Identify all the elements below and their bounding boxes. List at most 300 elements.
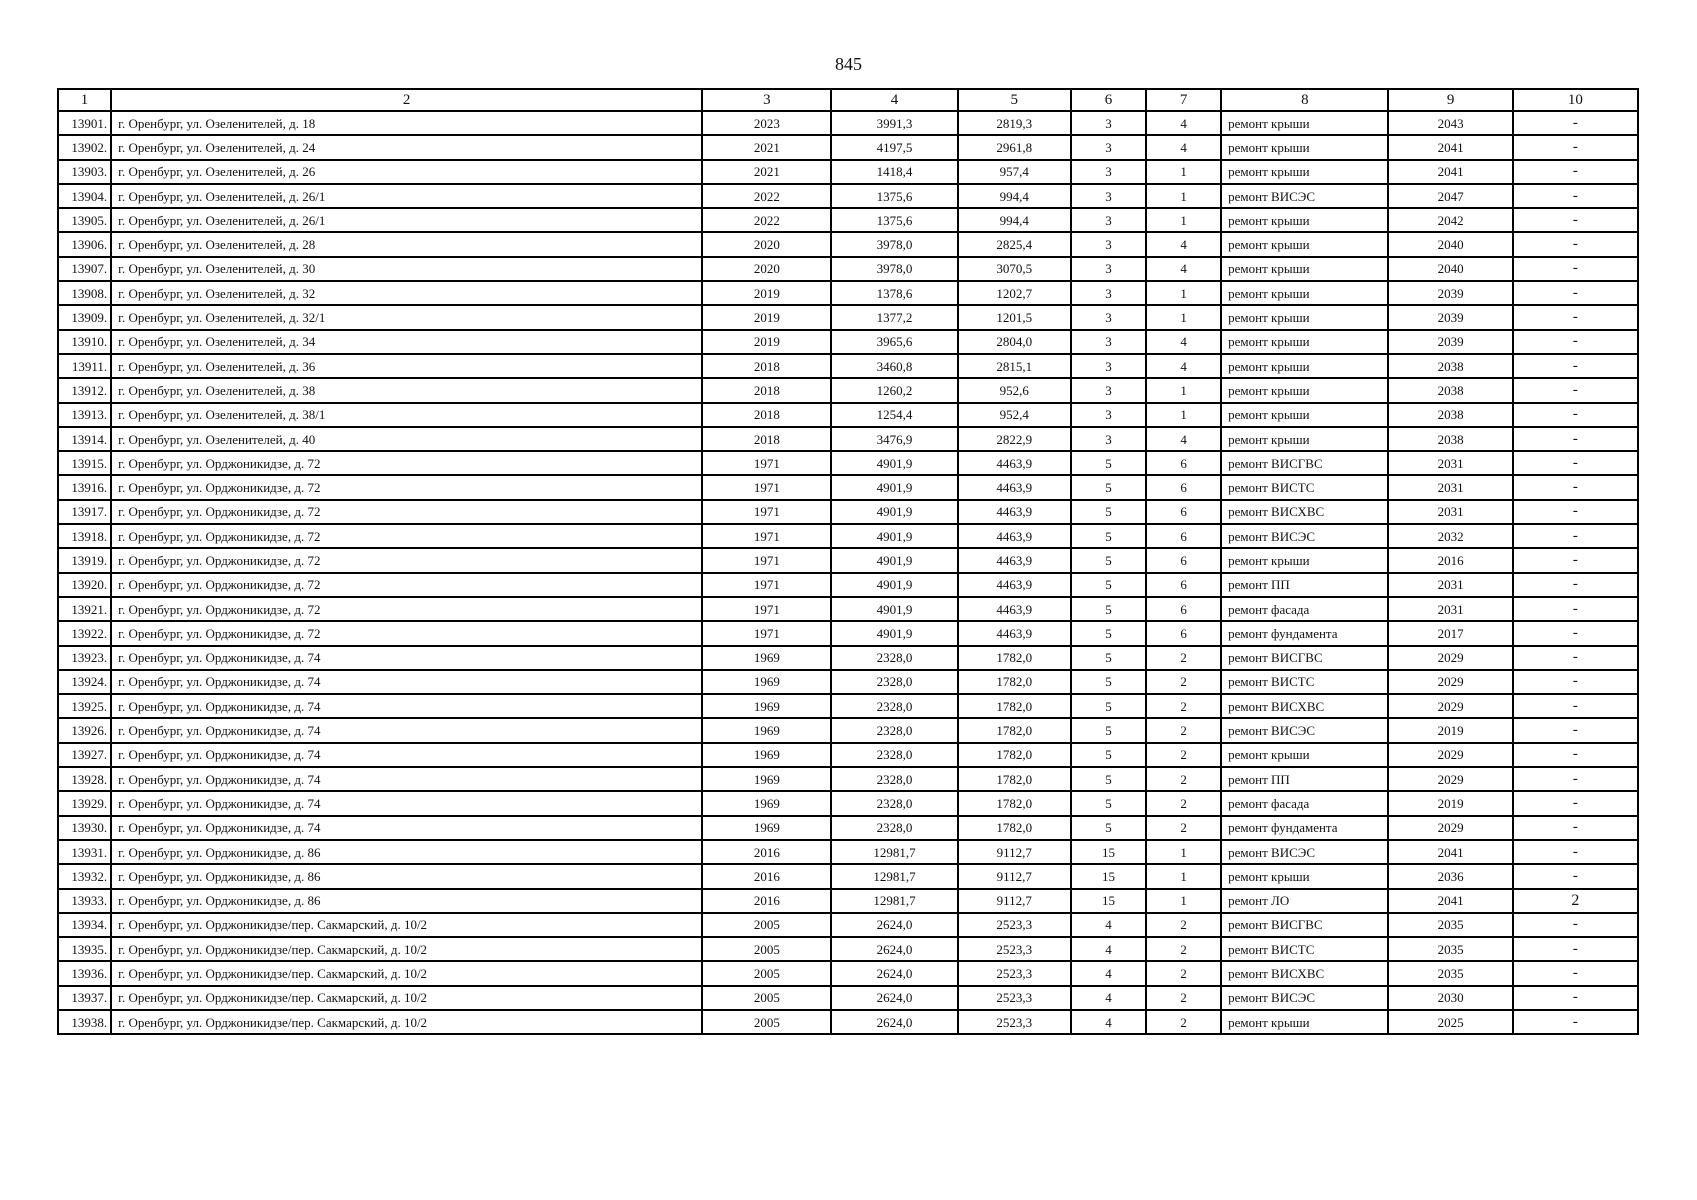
work-type-cell: ремонт ВИСЭС — [1221, 524, 1388, 548]
work-type-cell: ремонт ВИСЭС — [1221, 718, 1388, 742]
note-cell: - — [1513, 913, 1638, 937]
residential-area-cell: 4463,9 — [958, 597, 1071, 621]
entrances-cell: 2 — [1146, 743, 1221, 767]
planned-year-cell: 2031 — [1388, 573, 1512, 597]
note-cell: - — [1513, 257, 1638, 281]
address-cell: г. Оренбург, ул. Орджоникидзе, д. 74 — [111, 694, 702, 718]
address-cell: г. Оренбург, ул. Озеленителей, д. 38/1 — [111, 403, 702, 427]
address-cell: г. Оренбург, ул. Орджоникидзе/пер. Сакмарский, д. 10/2 — [111, 1010, 702, 1034]
planned-year-cell: 2038 — [1388, 403, 1512, 427]
table-row — [58, 694, 1638, 718]
address-cell: г. Оренбург, ул. Орджоникидзе/пер. Сакмарский, д. 10/2 — [111, 913, 702, 937]
total-area-cell: 4901,9 — [831, 451, 957, 475]
note-cell: - — [1513, 330, 1638, 354]
commission-year-cell: 1971 — [702, 524, 831, 548]
note-cell: - — [1513, 305, 1638, 329]
row-number-cell: 13912. — [58, 378, 111, 402]
note-cell: - — [1513, 524, 1638, 548]
address-cell: г. Оренбург, ул. Орджоникидзе, д. 74 — [111, 743, 702, 767]
total-area-cell: 4901,9 — [831, 548, 957, 572]
note-cell: - — [1513, 937, 1638, 961]
total-area-cell: 3978,0 — [831, 232, 957, 256]
residential-area-cell: 4463,9 — [958, 500, 1071, 524]
table-row — [58, 378, 1638, 402]
row-number-cell: 13908. — [58, 281, 111, 305]
floors-cell: 15 — [1071, 840, 1146, 864]
work-type-cell: ремонт крыши — [1221, 403, 1388, 427]
work-type-cell: ремонт крыши — [1221, 1010, 1388, 1034]
row-number-cell: 13938. — [58, 1010, 111, 1034]
planned-year-cell: 2036 — [1388, 864, 1512, 888]
planned-year-cell: 2039 — [1388, 281, 1512, 305]
address-cell: г. Оренбург, ул. Орджоникидзе/пер. Сакмарский, д. 10/2 — [111, 961, 702, 985]
residential-area-cell: 2961,8 — [958, 135, 1071, 159]
floors-cell: 5 — [1071, 524, 1146, 548]
address-cell: г. Оренбург, ул. Орджоникидзе, д. 74 — [111, 718, 702, 742]
work-type-cell: ремонт крыши — [1221, 160, 1388, 184]
total-area-cell: 2328,0 — [831, 767, 957, 791]
work-type-cell: ремонт ПП — [1221, 573, 1388, 597]
work-type-cell: ремонт крыши — [1221, 111, 1388, 135]
table-row — [58, 500, 1638, 524]
column-header: 7 — [1146, 89, 1221, 111]
floors-cell: 3 — [1071, 281, 1146, 305]
note-cell: - — [1513, 208, 1638, 232]
floors-cell: 3 — [1071, 427, 1146, 451]
row-number-cell: 13930. — [58, 816, 111, 840]
row-number-cell: 13916. — [58, 475, 111, 499]
entrances-cell: 2 — [1146, 816, 1221, 840]
planned-year-cell: 2039 — [1388, 305, 1512, 329]
entrances-cell: 6 — [1146, 573, 1221, 597]
planned-year-cell: 2029 — [1388, 670, 1512, 694]
table-row — [58, 670, 1638, 694]
entrances-cell: 6 — [1146, 451, 1221, 475]
address-cell: г. Оренбург, ул. Озеленителей, д. 32 — [111, 281, 702, 305]
address-cell: г. Оренбург, ул. Орджоникидзе, д. 86 — [111, 864, 702, 888]
row-number-cell: 13901. — [58, 111, 111, 135]
row-number-cell: 13926. — [58, 718, 111, 742]
entrances-cell: 2 — [1146, 670, 1221, 694]
work-type-cell: ремонт ВИСТС — [1221, 475, 1388, 499]
entrances-cell: 2 — [1146, 718, 1221, 742]
planned-year-cell: 2039 — [1388, 330, 1512, 354]
residential-area-cell: 1782,0 — [958, 670, 1071, 694]
total-area-cell: 4901,9 — [831, 500, 957, 524]
commission-year-cell: 1969 — [702, 816, 831, 840]
column-header: 4 — [831, 89, 957, 111]
address-cell: г. Оренбург, ул. Орджоникидзе/пер. Сакмарский, д. 10/2 — [111, 986, 702, 1010]
residential-area-cell: 4463,9 — [958, 451, 1071, 475]
table-row — [58, 961, 1638, 985]
entrances-cell: 1 — [1146, 864, 1221, 888]
work-type-cell: ремонт ЛО — [1221, 889, 1388, 913]
entrances-cell: 2 — [1146, 646, 1221, 670]
total-area-cell: 4901,9 — [831, 573, 957, 597]
residential-area-cell: 2804,0 — [958, 330, 1071, 354]
total-area-cell: 2328,0 — [831, 670, 957, 694]
entrances-cell: 1 — [1146, 889, 1221, 913]
planned-year-cell: 2031 — [1388, 475, 1512, 499]
floors-cell: 5 — [1071, 451, 1146, 475]
planned-year-cell: 2038 — [1388, 378, 1512, 402]
residential-area-cell: 2523,3 — [958, 961, 1071, 985]
work-type-cell: ремонт ВИСХВС — [1221, 694, 1388, 718]
row-number-cell: 13914. — [58, 427, 111, 451]
commission-year-cell: 1971 — [702, 621, 831, 645]
work-type-cell: ремонт ВИСЭС — [1221, 184, 1388, 208]
entrances-cell: 2 — [1146, 791, 1221, 815]
total-area-cell: 1378,6 — [831, 281, 957, 305]
note-cell: - — [1513, 1010, 1638, 1034]
residential-area-cell: 952,6 — [958, 378, 1071, 402]
floors-cell: 5 — [1071, 621, 1146, 645]
commission-year-cell: 2005 — [702, 1010, 831, 1034]
floors-cell: 5 — [1071, 500, 1146, 524]
entrances-cell: 1 — [1146, 840, 1221, 864]
column-header: 9 — [1388, 89, 1512, 111]
total-area-cell: 2624,0 — [831, 937, 957, 961]
floors-cell: 3 — [1071, 378, 1146, 402]
note-cell: - — [1513, 718, 1638, 742]
work-type-cell: ремонт крыши — [1221, 354, 1388, 378]
commission-year-cell: 2016 — [702, 840, 831, 864]
planned-year-cell: 2041 — [1388, 840, 1512, 864]
total-area-cell: 2328,0 — [831, 791, 957, 815]
floors-cell: 5 — [1071, 694, 1146, 718]
entrances-cell: 4 — [1146, 330, 1221, 354]
commission-year-cell: 2020 — [702, 232, 831, 256]
commission-year-cell: 1969 — [702, 694, 831, 718]
total-area-cell: 4901,9 — [831, 475, 957, 499]
commission-year-cell: 2021 — [702, 160, 831, 184]
work-type-cell: ремонт крыши — [1221, 305, 1388, 329]
entrances-cell: 2 — [1146, 986, 1221, 1010]
note-cell: - — [1513, 232, 1638, 256]
address-cell: г. Оренбург, ул. Орджоникидзе, д. 74 — [111, 816, 702, 840]
entrances-cell: 4 — [1146, 257, 1221, 281]
planned-year-cell: 2031 — [1388, 597, 1512, 621]
total-area-cell: 4901,9 — [831, 621, 957, 645]
residential-area-cell: 1782,0 — [958, 743, 1071, 767]
planned-year-cell: 2035 — [1388, 961, 1512, 985]
address-cell: г. Оренбург, ул. Озеленителей, д. 26 — [111, 160, 702, 184]
address-cell: г. Оренбург, ул. Орджоникидзе/пер. Сакмарский, д. 10/2 — [111, 937, 702, 961]
total-area-cell: 4197,5 — [831, 135, 957, 159]
table-row — [58, 743, 1638, 767]
entrances-cell: 2 — [1146, 913, 1221, 937]
work-type-cell: ремонт крыши — [1221, 548, 1388, 572]
residential-area-cell: 4463,9 — [958, 475, 1071, 499]
table-row — [58, 548, 1638, 572]
row-number-cell: 13910. — [58, 330, 111, 354]
residential-area-cell: 2825,4 — [958, 232, 1071, 256]
total-area-cell: 2624,0 — [831, 986, 957, 1010]
floors-cell: 5 — [1071, 791, 1146, 815]
residential-area-cell: 4463,9 — [958, 621, 1071, 645]
work-type-cell: ремонт ВИСХВС — [1221, 961, 1388, 985]
planned-year-cell: 2031 — [1388, 500, 1512, 524]
total-area-cell: 2624,0 — [831, 1010, 957, 1034]
residential-area-cell: 2523,3 — [958, 937, 1071, 961]
entrances-cell: 2 — [1146, 961, 1221, 985]
planned-year-cell: 2042 — [1388, 208, 1512, 232]
row-number-cell: 13936. — [58, 961, 111, 985]
planned-year-cell: 2019 — [1388, 718, 1512, 742]
address-cell: г. Оренбург, ул. Орджоникидзе, д. 72 — [111, 475, 702, 499]
column-header: 5 — [958, 89, 1071, 111]
table-row — [58, 111, 1638, 135]
table-row — [58, 767, 1638, 791]
row-number-cell: 13904. — [58, 184, 111, 208]
row-number-cell: 13905. — [58, 208, 111, 232]
work-type-cell: ремонт фундамента — [1221, 816, 1388, 840]
row-number-cell: 13913. — [58, 403, 111, 427]
work-type-cell: ремонт крыши — [1221, 427, 1388, 451]
address-cell: г. Оренбург, ул. Орджоникидзе, д. 72 — [111, 524, 702, 548]
floors-cell: 3 — [1071, 135, 1146, 159]
table-row — [58, 160, 1638, 184]
commission-year-cell: 2005 — [702, 986, 831, 1010]
note-cell: - — [1513, 961, 1638, 985]
address-cell: г. Оренбург, ул. Орджоникидзе, д. 74 — [111, 670, 702, 694]
commission-year-cell: 2005 — [702, 913, 831, 937]
floors-cell: 3 — [1071, 403, 1146, 427]
table-row — [58, 937, 1638, 961]
residential-area-cell: 9112,7 — [958, 840, 1071, 864]
work-type-cell: ремонт крыши — [1221, 232, 1388, 256]
row-number-cell: 13925. — [58, 694, 111, 718]
row-number-cell: 13927. — [58, 743, 111, 767]
total-area-cell: 12981,7 — [831, 889, 957, 913]
planned-year-cell: 2035 — [1388, 913, 1512, 937]
address-cell: г. Оренбург, ул. Орджоникидзе, д. 86 — [111, 840, 702, 864]
floors-cell: 4 — [1071, 937, 1146, 961]
commission-year-cell: 2018 — [702, 403, 831, 427]
total-area-cell: 1260,2 — [831, 378, 957, 402]
total-area-cell: 2624,0 — [831, 913, 957, 937]
page-number: 845 — [835, 54, 862, 74]
planned-year-cell: 2041 — [1388, 135, 1512, 159]
note-cell: - — [1513, 111, 1638, 135]
total-area-cell: 2328,0 — [831, 694, 957, 718]
commission-year-cell: 2022 — [702, 208, 831, 232]
column-header: 10 — [1513, 89, 1638, 111]
header-row — [58, 89, 1638, 111]
commission-year-cell: 1969 — [702, 718, 831, 742]
planned-year-cell: 2040 — [1388, 257, 1512, 281]
row-number-cell: 13918. — [58, 524, 111, 548]
column-header: 8 — [1221, 89, 1388, 111]
planned-year-cell: 2029 — [1388, 646, 1512, 670]
residential-area-cell: 2815,1 — [958, 354, 1071, 378]
planned-year-cell: 2017 — [1388, 621, 1512, 645]
table-row — [58, 232, 1638, 256]
floors-cell: 5 — [1071, 646, 1146, 670]
commission-year-cell: 2019 — [702, 305, 831, 329]
table-row — [58, 597, 1638, 621]
total-area-cell: 3965,6 — [831, 330, 957, 354]
entrances-cell: 2 — [1146, 1010, 1221, 1034]
repair-schedule-table — [57, 88, 1639, 1035]
floors-cell: 3 — [1071, 208, 1146, 232]
note-cell: - — [1513, 281, 1638, 305]
floors-cell: 3 — [1071, 257, 1146, 281]
row-number-cell: 13922. — [58, 621, 111, 645]
row-number-cell: 13902. — [58, 135, 111, 159]
commission-year-cell: 1969 — [702, 646, 831, 670]
commission-year-cell: 2021 — [702, 135, 831, 159]
row-number-cell: 13923. — [58, 646, 111, 670]
commission-year-cell: 2023 — [702, 111, 831, 135]
work-type-cell: ремонт ВИСЭС — [1221, 986, 1388, 1010]
floors-cell: 5 — [1071, 573, 1146, 597]
residential-area-cell: 1782,0 — [958, 646, 1071, 670]
column-header: 1 — [58, 89, 111, 111]
commission-year-cell: 2019 — [702, 330, 831, 354]
table-row — [58, 475, 1638, 499]
commission-year-cell: 2005 — [702, 937, 831, 961]
work-type-cell: ремонт фасада — [1221, 791, 1388, 815]
note-cell: - — [1513, 451, 1638, 475]
floors-cell: 3 — [1071, 305, 1146, 329]
work-type-cell: ремонт ПП — [1221, 767, 1388, 791]
residential-area-cell: 1201,5 — [958, 305, 1071, 329]
total-area-cell: 2328,0 — [831, 718, 957, 742]
address-cell: г. Оренбург, ул. Озеленителей, д. 24 — [111, 135, 702, 159]
address-cell: г. Оренбург, ул. Озеленителей, д. 36 — [111, 354, 702, 378]
commission-year-cell: 1969 — [702, 670, 831, 694]
note-cell: - — [1513, 694, 1638, 718]
work-type-cell: ремонт крыши — [1221, 864, 1388, 888]
residential-area-cell: 952,4 — [958, 403, 1071, 427]
table-row — [58, 1010, 1638, 1034]
note-cell: - — [1513, 840, 1638, 864]
floors-cell: 15 — [1071, 889, 1146, 913]
row-number-cell: 13933. — [58, 889, 111, 913]
planned-year-cell: 2038 — [1388, 354, 1512, 378]
commission-year-cell: 2018 — [702, 427, 831, 451]
work-type-cell: ремонт крыши — [1221, 281, 1388, 305]
note-cell: - — [1513, 986, 1638, 1010]
column-header: 2 — [111, 89, 702, 111]
row-number-cell: 13906. — [58, 232, 111, 256]
planned-year-cell: 2029 — [1388, 816, 1512, 840]
residential-area-cell: 1202,7 — [958, 281, 1071, 305]
total-area-cell: 3991,3 — [831, 111, 957, 135]
total-area-cell: 1377,2 — [831, 305, 957, 329]
floors-cell: 5 — [1071, 475, 1146, 499]
entrances-cell: 1 — [1146, 378, 1221, 402]
commission-year-cell: 2016 — [702, 889, 831, 913]
planned-year-cell: 2025 — [1388, 1010, 1512, 1034]
entrances-cell: 6 — [1146, 524, 1221, 548]
address-cell: г. Оренбург, ул. Озеленителей, д. 38 — [111, 378, 702, 402]
entrances-cell: 6 — [1146, 597, 1221, 621]
note-cell: - — [1513, 791, 1638, 815]
entrances-cell: 6 — [1146, 621, 1221, 645]
table-row — [58, 791, 1638, 815]
residential-area-cell: 2523,3 — [958, 986, 1071, 1010]
planned-year-cell: 2041 — [1388, 889, 1512, 913]
floors-cell: 4 — [1071, 1010, 1146, 1034]
entrances-cell: 4 — [1146, 427, 1221, 451]
commission-year-cell: 1969 — [702, 791, 831, 815]
planned-year-cell: 2029 — [1388, 743, 1512, 767]
row-number-cell: 13931. — [58, 840, 111, 864]
work-type-cell: ремонт ВИСХВС — [1221, 500, 1388, 524]
commission-year-cell: 2018 — [702, 354, 831, 378]
note-cell: - — [1513, 743, 1638, 767]
commission-year-cell: 2020 — [702, 257, 831, 281]
row-number-cell: 13932. — [58, 864, 111, 888]
total-area-cell: 4901,9 — [831, 524, 957, 548]
commission-year-cell: 2022 — [702, 184, 831, 208]
table-row — [58, 646, 1638, 670]
table-row — [58, 816, 1638, 840]
commission-year-cell: 2019 — [702, 281, 831, 305]
residential-area-cell: 9112,7 — [958, 864, 1071, 888]
work-type-cell: ремонт крыши — [1221, 135, 1388, 159]
floors-cell: 3 — [1071, 184, 1146, 208]
entrances-cell: 2 — [1146, 767, 1221, 791]
address-cell: г. Оренбург, ул. Орджоникидзе, д. 86 — [111, 889, 702, 913]
residential-area-cell: 2523,3 — [958, 1010, 1071, 1034]
table-row — [58, 986, 1638, 1010]
floors-cell: 5 — [1071, 718, 1146, 742]
row-number-cell: 13915. — [58, 451, 111, 475]
entrances-cell: 6 — [1146, 475, 1221, 499]
residential-area-cell: 2819,3 — [958, 111, 1071, 135]
entrances-cell: 1 — [1146, 184, 1221, 208]
residential-area-cell: 1782,0 — [958, 767, 1071, 791]
table-row — [58, 451, 1638, 475]
address-cell: г. Оренбург, ул. Орджоникидзе, д. 74 — [111, 767, 702, 791]
commission-year-cell: 1971 — [702, 597, 831, 621]
address-cell: г. Оренбург, ул. Озеленителей, д. 26/1 — [111, 208, 702, 232]
row-number-cell: 13911. — [58, 354, 111, 378]
column-header: 3 — [702, 89, 831, 111]
note-cell: - — [1513, 864, 1638, 888]
residential-area-cell: 994,4 — [958, 184, 1071, 208]
table-row — [58, 913, 1638, 937]
work-type-cell: ремонт фасада — [1221, 597, 1388, 621]
row-number-cell: 13903. — [58, 160, 111, 184]
row-number-cell: 13919. — [58, 548, 111, 572]
entrances-cell: 4 — [1146, 135, 1221, 159]
commission-year-cell: 2018 — [702, 378, 831, 402]
floors-cell: 3 — [1071, 354, 1146, 378]
table-row — [58, 864, 1638, 888]
row-number-cell: 13917. — [58, 500, 111, 524]
total-area-cell: 3460,8 — [831, 354, 957, 378]
commission-year-cell: 1971 — [702, 451, 831, 475]
address-cell: г. Оренбург, ул. Орджоникидзе, д. 72 — [111, 621, 702, 645]
floors-cell: 3 — [1071, 330, 1146, 354]
total-area-cell: 2328,0 — [831, 646, 957, 670]
address-cell: г. Оренбург, ул. Озеленителей, д. 26/1 — [111, 184, 702, 208]
table-row — [58, 427, 1638, 451]
floors-cell: 5 — [1071, 597, 1146, 621]
work-type-cell: ремонт крыши — [1221, 378, 1388, 402]
total-area-cell: 2624,0 — [831, 961, 957, 985]
work-type-cell: ремонт крыши — [1221, 208, 1388, 232]
planned-year-cell: 2038 — [1388, 427, 1512, 451]
floors-cell: 5 — [1071, 743, 1146, 767]
address-cell: г. Оренбург, ул. Озеленителей, д. 32/1 — [111, 305, 702, 329]
table-row — [58, 403, 1638, 427]
table-row — [58, 330, 1638, 354]
